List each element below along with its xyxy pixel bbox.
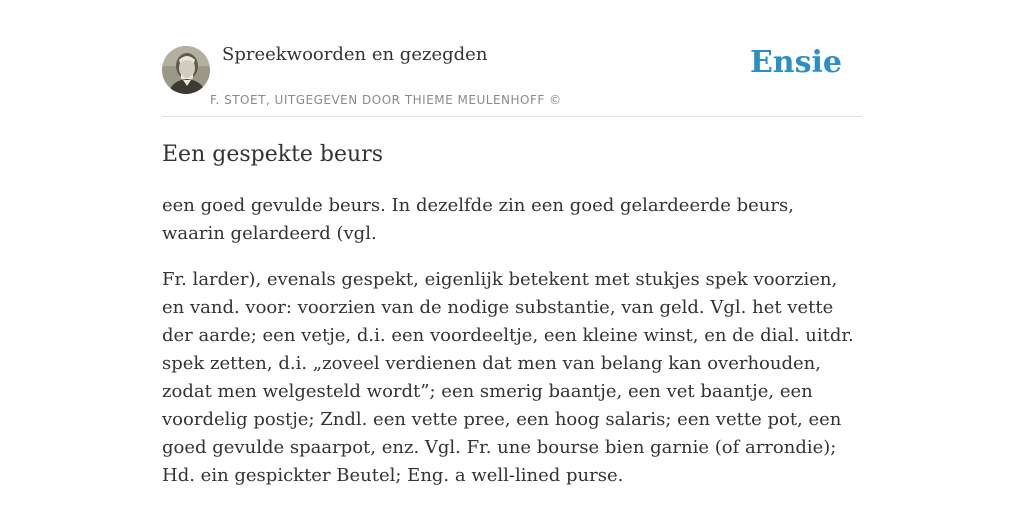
author-avatar[interactable]: [162, 46, 210, 94]
page-container: [162, 0, 862, 486]
definition-paragraph-1: een goed gevulde beurs. In dezelfde zin een goed gelardeerde beurs, waarin gelardeerd (vgl.: [162, 195, 794, 244]
definition-paragraph-2: Fr. larder), evenals gespekt, eigenlijk betekent met stukjes spek voorzien, en vand. voor: voorzien van de nodige substantie, van geld. Vgl. het vette der aarde; een vetje, d.i. een voordeeltje, een kleine winst, en de dial. uitdr. spek zetten, d.i. „zoveel verdienen dat men van belang kan overhouden, zodat men welgesteld wordt”; een smerig baantje, een vet baantje, een voordelig postje; Zndl. een vette pree, een hoog salaris; een vette pot, een goed gevulde spaarpot, enz. Vgl. Fr. une bourse bien garnie (of arrondie); Hd. ein gespickter Beutel; Eng. a well-lined purse.: [162, 269, 854, 486]
source-header: [162, 0, 862, 117]
ensie-logo[interactable]: Ensie: [749, 45, 842, 80]
source-credit: F. STOET, UITGEGEVEN DOOR THIEME MEULENHOFF ©: [210, 93, 562, 107]
entry-title: Een gespekte beurs: [162, 142, 383, 167]
author-portrait-icon: [162, 46, 210, 94]
source-title[interactable]: Spreekwoorden en gezegden: [222, 44, 488, 65]
